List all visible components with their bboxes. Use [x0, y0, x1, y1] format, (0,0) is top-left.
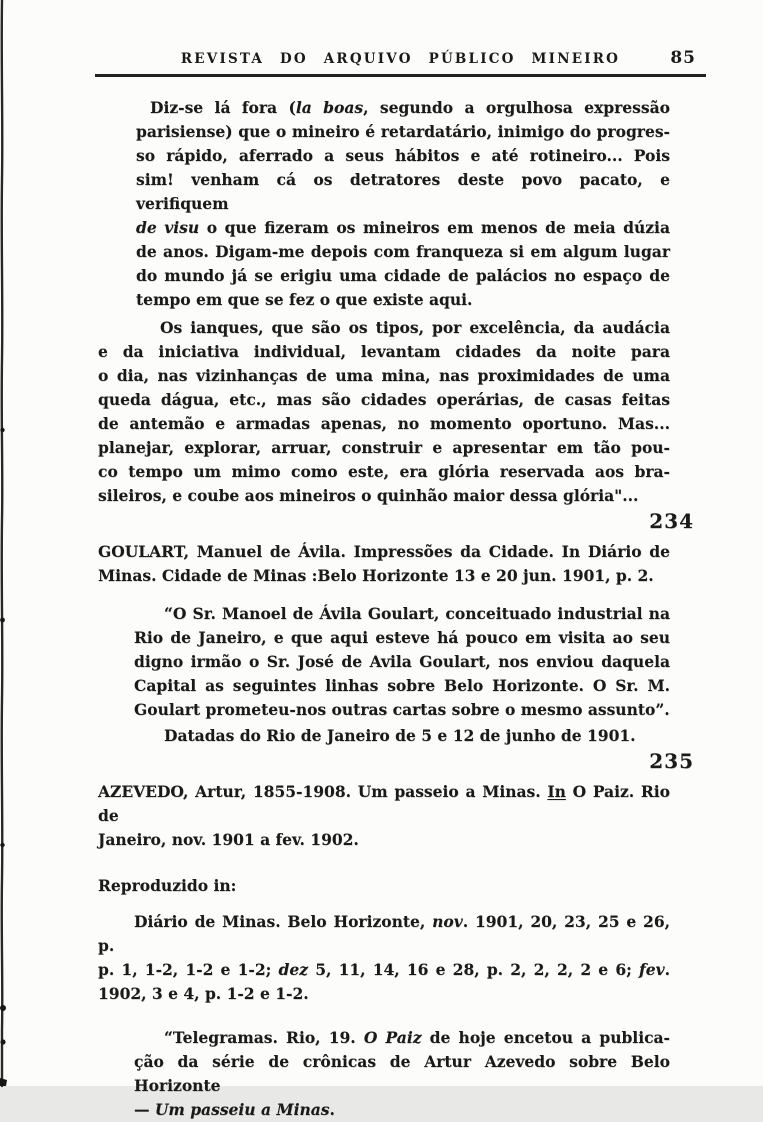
diario-de-minas-paragraph: Diário de Minas. Belo Horizonte, nov. 1901, 20, 23, 25 e 26, p. p. 1, 1-2, 1-2 e 1-2; dez 5, 11, 14, 16 e 28, p. 2, 2, 2, 2 e 6; fev. 1902, 3 e 4, p. 1-2 e 1-2. — [98, 912, 670, 1003]
scan-edge-artifact — [0, 0, 10, 1086]
reproduzido-label: Reproduzido in: — [98, 876, 237, 895]
quoted-paragraph-telegramas: “Telegramas. Rio, 19. O Paiz de hoje encetou a publica- ção da série de crônicas de Artur Azevedo sobre Belo Horizonte — Um passeiu a Minas. — [134, 1028, 670, 1119]
bibliography-entry-azevedo: AZEVEDO, Artur, 1855-1908. Um passeio a Minas. In O Paiz. Rio de Janeiro, nov. 1901 a fev. 1902. — [98, 782, 670, 849]
entry-number-235: 235 — [649, 749, 694, 773]
quoted-paragraph-1: Diz-se lá fora (la boas, segundo a orgulhosa expressão parisiense) que o mineiro é retardatário, inimigo do progres- so rápido, aferrado a seus hábitos e até rotineiro... Pois sim! venham cá os detratores deste povo pacato, e verifiquem de visu o que fizeram os mineiros em menos de meia dúzia de anos. Digam-me depois com franqueza si em algum lugar do mundo já se erigiu uma cidade de palácios no espaço de tempo em que se fez o que existe aqui. — [136, 98, 670, 309]
quoted-paragraph-goulart: “O Sr. Manoel de Ávila Goulart, conceituado industrial na Rio de Janeiro, e que aqui esteve há pouco em visita ao seu digno irmão o Sr. José de Avila Goulart, nos enviou daquela Capital as seguintes linhas sobre Belo Horizonte. O Sr. M. Goulart prometeu-nos outras cartas sobre o mesmo assunto”. — [134, 604, 670, 719]
page-number: 85 — [670, 48, 696, 68]
page-header — [95, 48, 706, 77]
entry-number-234: 234 — [649, 509, 694, 533]
quoted-paragraph-2: Os ianques, que são os tipos, por excelência, da audácia e da iniciativa individual, levantam cidades da noite para o dia, nas vizinhanças de uma mina, nas proximidades de uma queda dágua, etc., mas são cidades operárias, de casas feitas de antemão e armadas apenas, no momento oportuno. Mas... planejar, explorar, arruar, construir e apresentar em tão pou- co tempo um mimo como este, era glória reservada aos bra- sileiros, e coube aos mineiros o quinhão maior dessa glória"... — [98, 318, 670, 505]
dateline-text: Datadas do Rio de Janeiro de 5 e 12 de junho de 1901. — [164, 726, 636, 745]
journal-title: REVISTA DO ARQUIVO PÚBLICO MINEIRO — [180, 51, 621, 67]
text-block — [98, 74, 694, 1122]
bibliography-entry-goulart: GOULART, Manuel de Ávila. Impressões da Cidade. In Diário de Minas. Cidade de Minas :Belo Horizonte 13 e 20 jun. 1901, p. 2. — [98, 542, 670, 585]
